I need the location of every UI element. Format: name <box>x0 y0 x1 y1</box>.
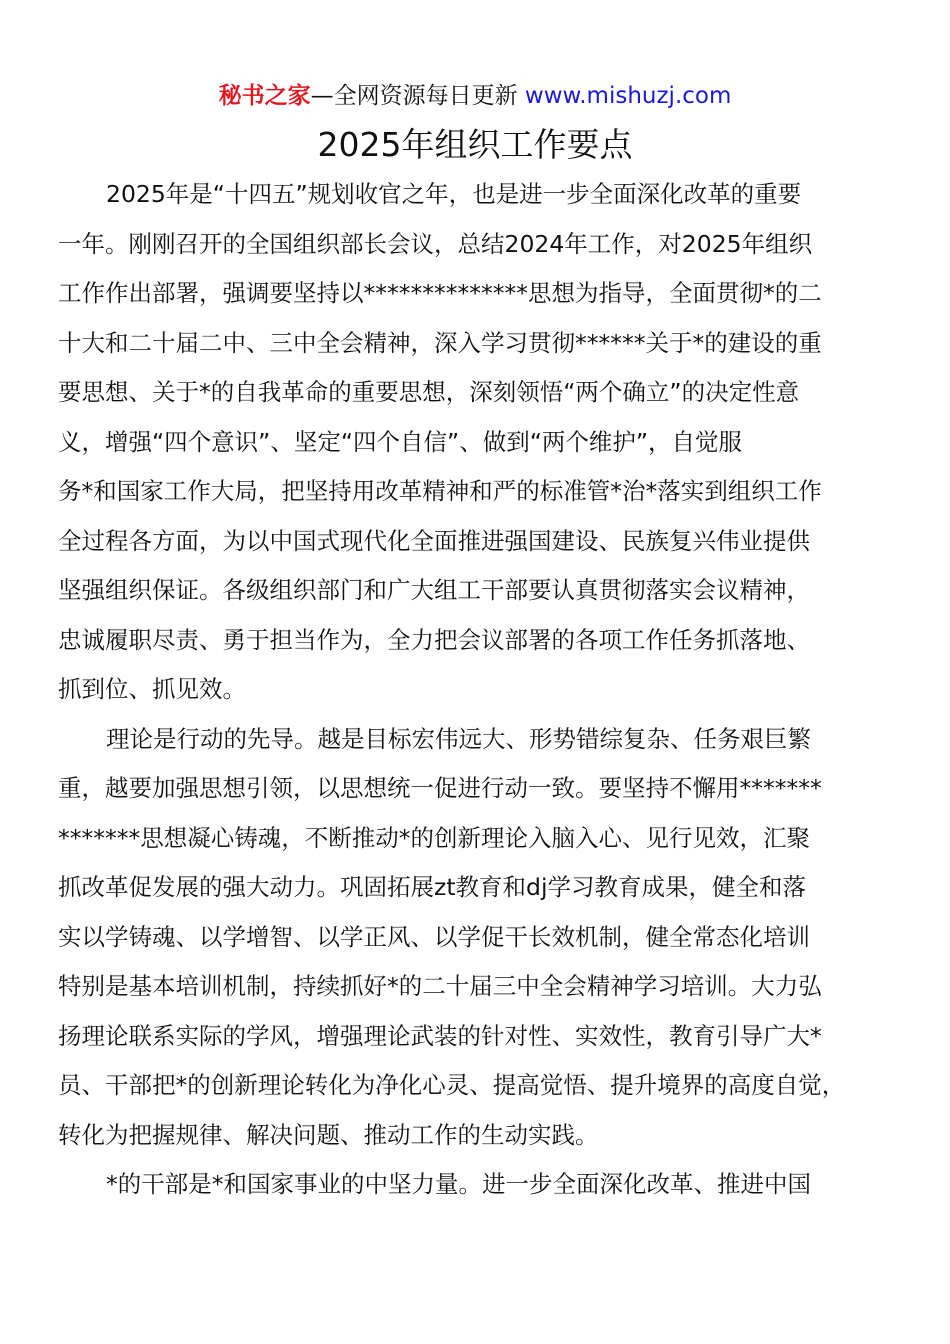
site-url-link[interactable]: www.mishuzj.com <box>524 83 732 109</box>
text-line: 抓改革促发展的强大动力。巩固拓展zt教育和dj学习教育成果，健全和落 <box>58 873 806 901</box>
text-line: 全过程各方面，为以中国式现代化全面推进强国建设、民族复兴伟业提供 <box>58 526 810 555</box>
document-body <box>58 170 898 1210</box>
text-line: 务*和国家工作大局，把坚持用改革精神和严的标准管*治*落实到组织工作 <box>58 477 822 505</box>
text-line: 特别是基本培训机制，持续抓好*的二十届三中全会精神学习培训。大力弘 <box>58 972 822 1000</box>
text-line: 一年。刚刚召开的全国组织部长会议，总结2024年工作，对2025年组织 <box>58 229 813 258</box>
text-line: 实以学铸魂、以学增智、以学正风、以学促干长效机制，健全常态化培训 <box>58 922 810 951</box>
text-line: 要思想、关于*的自我革命的重要思想，深刻领悟“两个确立”的决定性意 <box>58 378 800 406</box>
text-line: 抓到位、抓见效。 <box>58 675 246 703</box>
text-line: 2025年是“十四五”规划收官之年，也是进一步全面深化改革的重要 <box>106 180 802 208</box>
text-line: 转化为把握规律、解决问题、推动工作的生动实践。 <box>58 1120 599 1149</box>
text-line: 十大和二十届二中、三中全会精神，深入学习贯彻******关于*的建设的重 <box>58 328 822 357</box>
text-line: *******思想凝心铸魂，不断推动*的创新理论入脑入心、见行见效，汇聚 <box>58 823 810 852</box>
site-header <box>0 80 950 112</box>
text-line: 重，越要加强思想引领，以思想统一促进行动一致。要坚持不懈用******* <box>58 774 822 802</box>
paragraph-2 <box>58 715 898 1161</box>
paragraph-1 <box>58 170 898 715</box>
text-line: 扬理论联系实际的学风，增强理论武装的针对性、实效性，教育引导广大* <box>58 1021 822 1050</box>
text-line: 工作作出部署，强调要坚持以**************思想为指导，全面贯彻*的二 <box>58 279 822 307</box>
text-line: 员、干部把*的创新理论转化为净化心灵、提高觉悟、提升境界的高度自觉， <box>58 1071 846 1099</box>
header-tagline: —全网资源每日更新 <box>310 83 518 109</box>
text-line: 忠诚履职尽责、勇于担当作为，全力把会议部署的各项工作任务抓落地、 <box>58 625 810 654</box>
paragraph-3 <box>58 1160 898 1210</box>
brand-name: 秘书之家 <box>218 83 311 109</box>
text-line: *的干部是*和国家事业的中坚力量。进一步全面深化改革、推进中国 <box>106 1170 811 1198</box>
document-title: 2025年组织工作要点 <box>317 125 633 164</box>
text-line: 理论是行动的先导。越是目标宏伟远大、形势错综复杂、任务艰巨繁 <box>106 724 811 753</box>
text-line: 坚强组织保证。各级组织部门和广大组工干部要认真贯彻落实会议精神， <box>58 576 810 604</box>
text-line: 义，增强“四个意识”、坚定“四个自信”、做到“两个维护”，自觉服 <box>58 427 743 456</box>
